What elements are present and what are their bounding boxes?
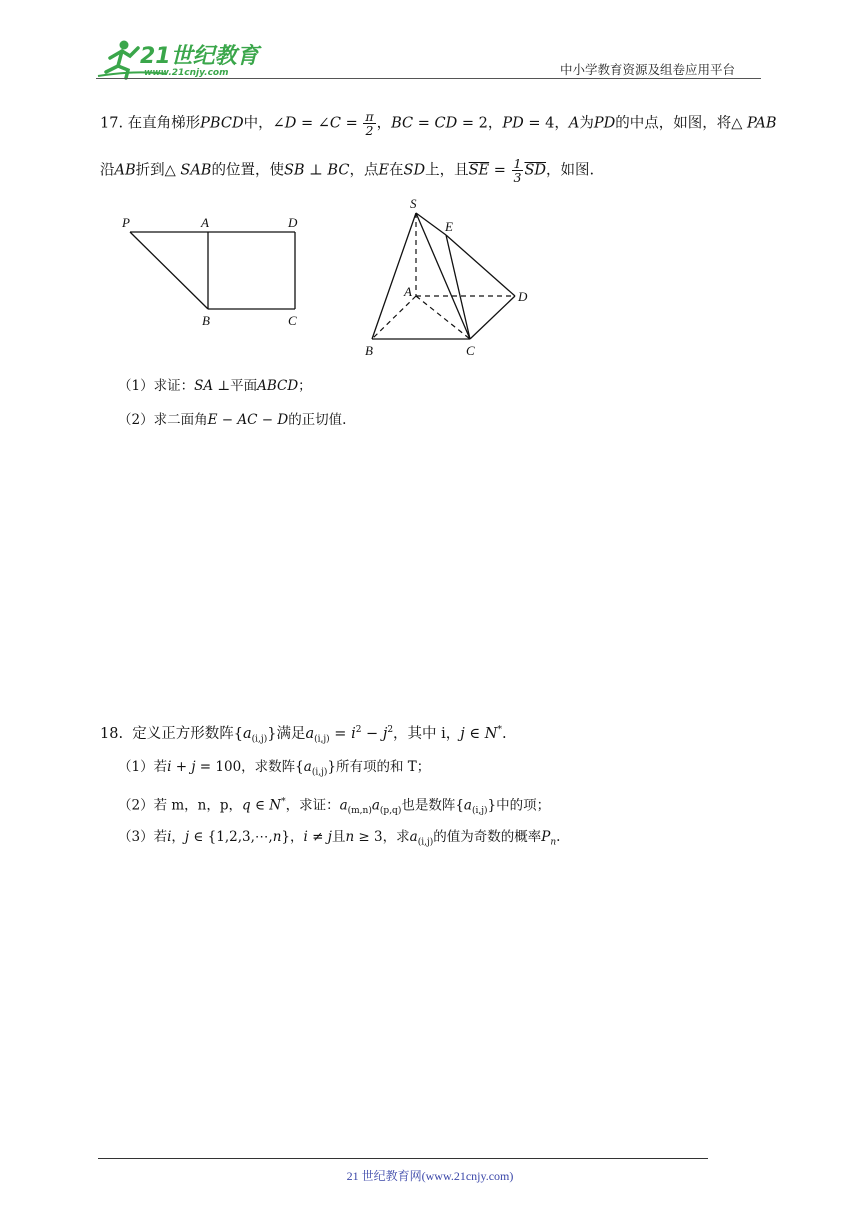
edge-EC <box>446 235 470 339</box>
q18-part1: （1）若i + j = 100，求数阵$\{a_{(i,j)}\}$所有项的和 T； <box>118 759 431 778</box>
header-divider <box>96 78 761 79</box>
q17-part2: （2）求二面角E − AC − D的正切值. <box>118 412 347 428</box>
edge-ED <box>446 235 515 296</box>
site-logo <box>96 36 266 82</box>
q17-line1: 17. 在直角梯形PBCD中，∠D = ∠C = $\frac{\pi}{2}$ ，BC = CD = 2，PD = 4，A为PD的中点，如图，将△ PAB <box>100 109 777 138</box>
edge-AB <box>372 296 416 339</box>
q18-part2: （2）若 m，n，p，q ∈ N*，求证：$a_{(m,n)}a_{(p,q)}$也是数阵$\{a_{(i,j)}\}$中的项； <box>118 797 551 817</box>
edge-SC <box>416 213 470 339</box>
figure-pyramid <box>360 195 540 360</box>
logo-url: www.21cnjy.com <box>144 68 229 78</box>
fig2-label-C: C <box>466 343 475 358</box>
site-tagline: 中小学教育资源及组卷应用平台 <box>560 62 736 77</box>
q17-part1: （1）求证：SA ⊥平面ABCD； <box>118 378 312 394</box>
fig2-label-S: S <box>410 196 417 211</box>
q18-number: 18. <box>100 725 124 742</box>
logo-runner-icon <box>96 36 266 82</box>
q18-part3: （3）若i，j ∈ {1,2,3,⋯,n}，i ≠ j且n ≥ 3，求$a_{(i,j)}$的值为奇数的概率$P_n$. <box>118 829 561 848</box>
fig1-label-C: C <box>288 313 297 328</box>
q17-line2: 沿AB折到△ SAB的位置，使SB ⊥ BC，点E在SD上，且$\overline{SE}$ = $\frac{1}{3}$ $\overline{SD}$，如图. <box>100 156 595 185</box>
footer-text[interactable]: 21 世纪教育网(www.21cnjy.com) <box>346 1169 514 1183</box>
fig2-label-E: E <box>445 219 453 234</box>
fig1-label-A: A <box>201 215 209 230</box>
footer-divider <box>98 1158 708 1159</box>
q17-number: 17. <box>100 115 124 132</box>
fig1-label-P: P <box>122 215 130 230</box>
fig1-label-B: B <box>202 313 210 328</box>
fig2-label-B: B <box>365 343 373 358</box>
edge-PB <box>130 232 208 309</box>
edge-SB <box>372 213 416 339</box>
fig2-label-A: A <box>404 284 412 299</box>
q18-line1: 18. 定义正方形数阵$\{a_{(i,j)}\}$满足$a_{(i,j)} = i^2 - j^2$，其中 i，j ∈ N*. <box>100 725 507 745</box>
edge-CD <box>470 296 515 339</box>
figure-trapezoid <box>118 210 318 330</box>
fig1-label-D: D <box>288 215 298 230</box>
logo-text: 21世纪教育 <box>140 44 259 69</box>
fig2-label-D: D <box>518 289 528 304</box>
